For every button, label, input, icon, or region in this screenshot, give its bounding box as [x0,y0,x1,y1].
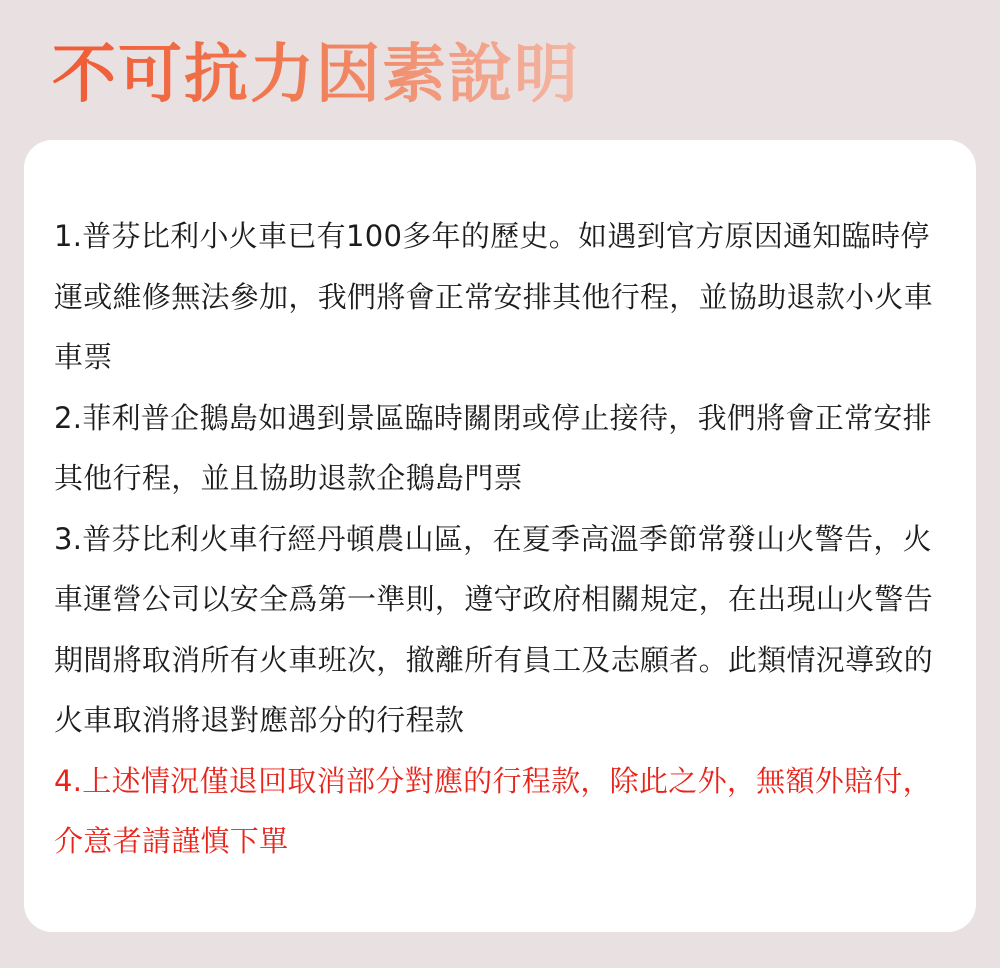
page-title: 不可抗力因素說明 [52,30,580,120]
notice-list [54,206,954,872]
notice-item-3: 3.普芬比利火車行經丹頓農山區，在夏季高溫季節常發山火警告，火車運營公司以安全爲第一準則，遵守政府相關規定，在出現山火警告期間將取消所有火車班次，撤離所有員工及志願者。此類情況導致的火車取消將退對應部分的行程款 [54,521,934,737]
content-card [24,140,976,932]
notice-item-1: 1.普芬比利小火車已有100多年的歷史。如遇到官方原因通知臨時停運或維修無法參加，我們將會正常安排其他行程，並協助退款小火車車票 [54,219,934,374]
notice-item-4-warning: 4.上述情況僅退回取消部分對應的行程款，除此之外，無額外賠付，介意者請謹慎下單 [54,763,932,858]
notice-item-2: 2.菲利普企鵝島如遇到景區臨時關閉或停止接待，我們將會正常安排其他行程，並且協助退款企鵝島門票 [54,400,932,495]
